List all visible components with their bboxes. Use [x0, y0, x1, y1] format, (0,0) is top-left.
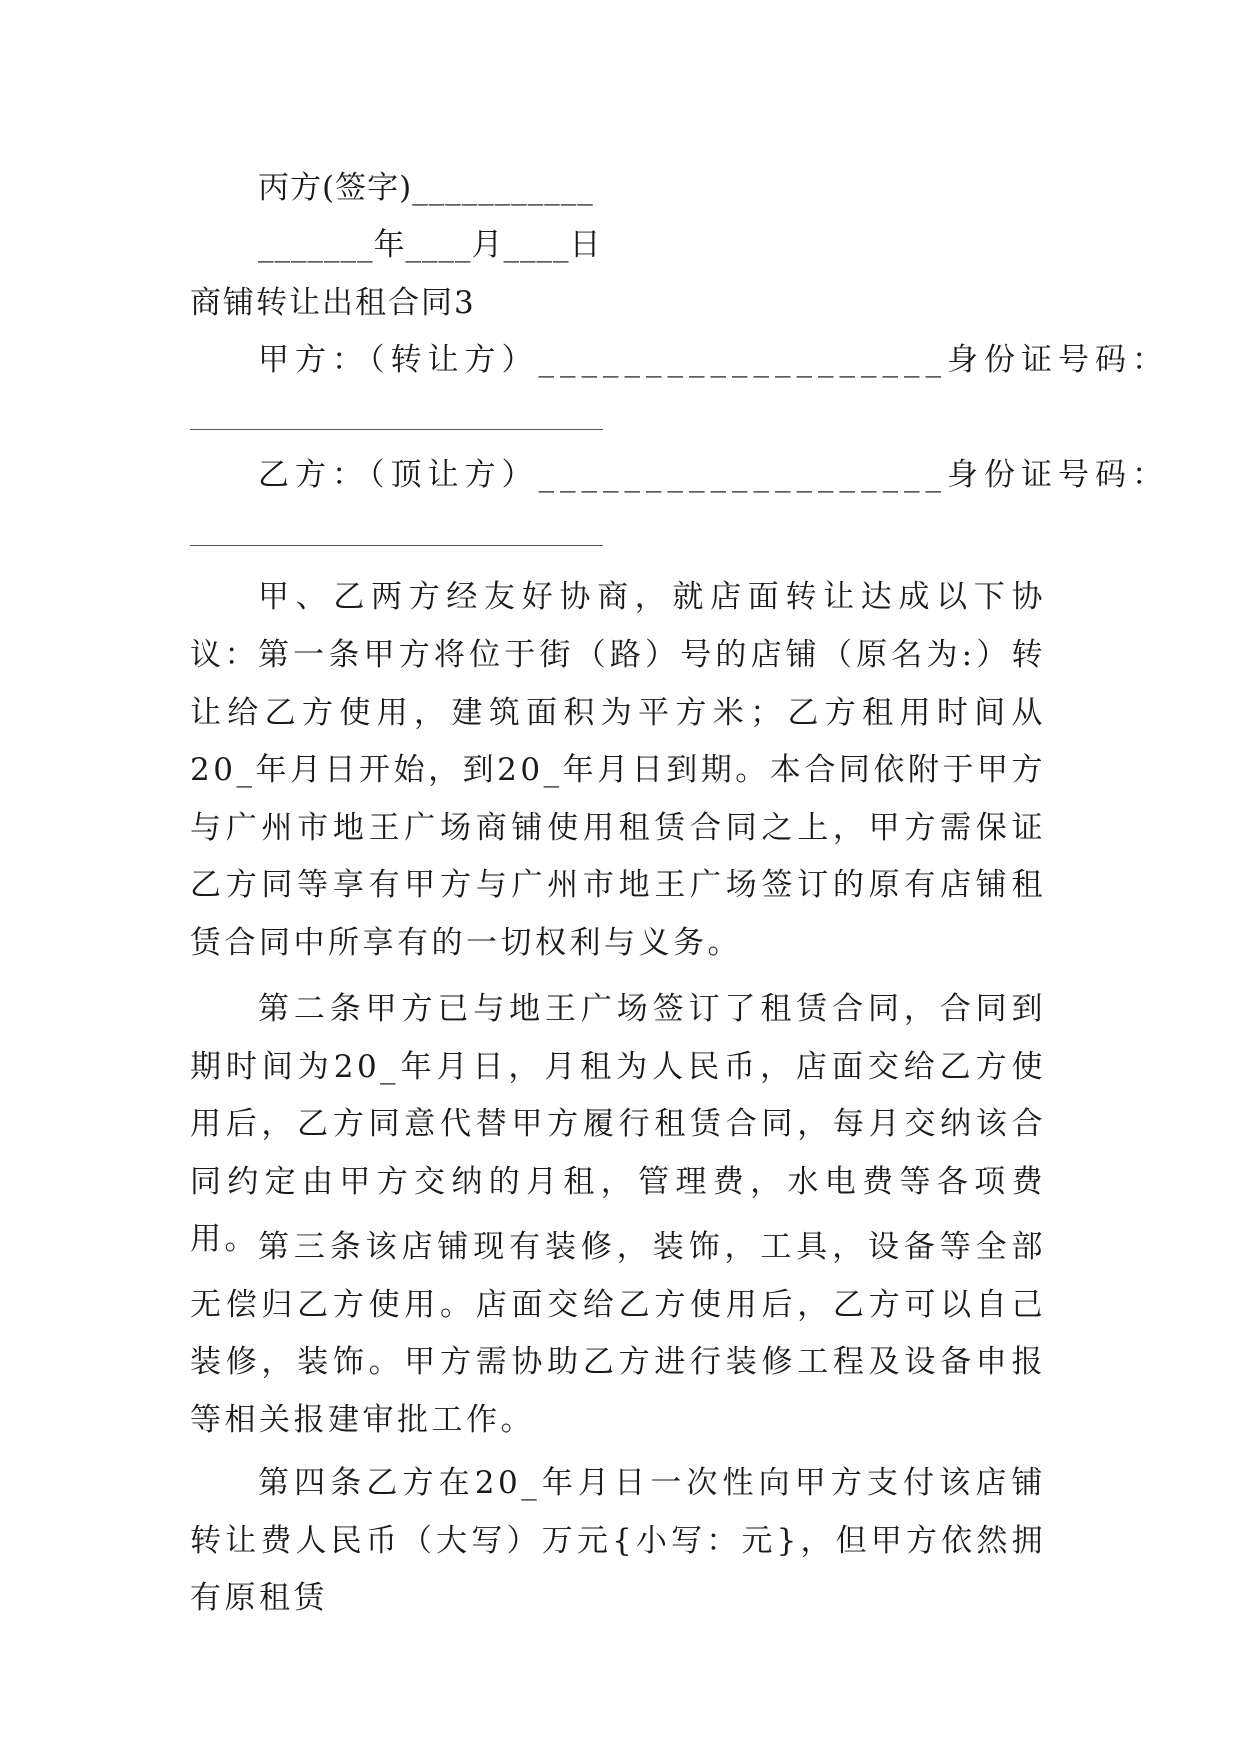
- party-a-line: 甲方：（转让方）___________________身份证号码：: [258, 342, 1169, 378]
- signature-date: _______年____月____日: [258, 227, 602, 263]
- party-a-id-blank: [190, 429, 603, 430]
- intro-paragraph: 甲、乙两方经友好协商，就店面转让达成以下协议：: [190, 579, 1046, 673]
- article-4: 第四条乙方在20_年月日一次性向甲方支付该店铺转让费人民币（大写）万元{小写：元}，但甲方依然拥有原租赁: [190, 1465, 1046, 1616]
- article-3: 第三条该店铺现有装修，装饰，工具，设备等全部无偿归乙方使用。店面交给乙方使用后，乙方可以自己装修，装饰。甲方需协助乙方进行装修工程及设备申报等相关报建审批工作。: [190, 1229, 1046, 1438]
- party-b-line: 乙方：（顶让方）___________________身份证号码：: [258, 457, 1169, 493]
- article-2: 第二条甲方已与地王广场签订了租赁合同，合同到期时间为20_年月日，月租为人民币，店面交给乙方使用后，乙方同意代替甲方履行租赁合同，每月交纳该合同约定由甲方交纳的月租，管理费，水电费等各项费用。: [190, 991, 1046, 1257]
- contract-title: 商铺转让出租合同3: [190, 285, 476, 321]
- party-c-signature: 丙方(签字)___________: [258, 170, 594, 206]
- party-b-id-blank: [190, 545, 603, 546]
- article-1: 第一条甲方将位于街（路）号的店铺（原名为:）转让给乙方使用，建筑面积为平方米；乙方租用时间从20_年月日开始，到20_年月日到期。本合同依附于甲方与广州市地王广场商铺使用租赁合同之上，甲方需保证乙方同等享有甲方与广州市地王广场签订的原有店铺租赁合同中所享有的一切权利与义务。: [190, 637, 1046, 961]
